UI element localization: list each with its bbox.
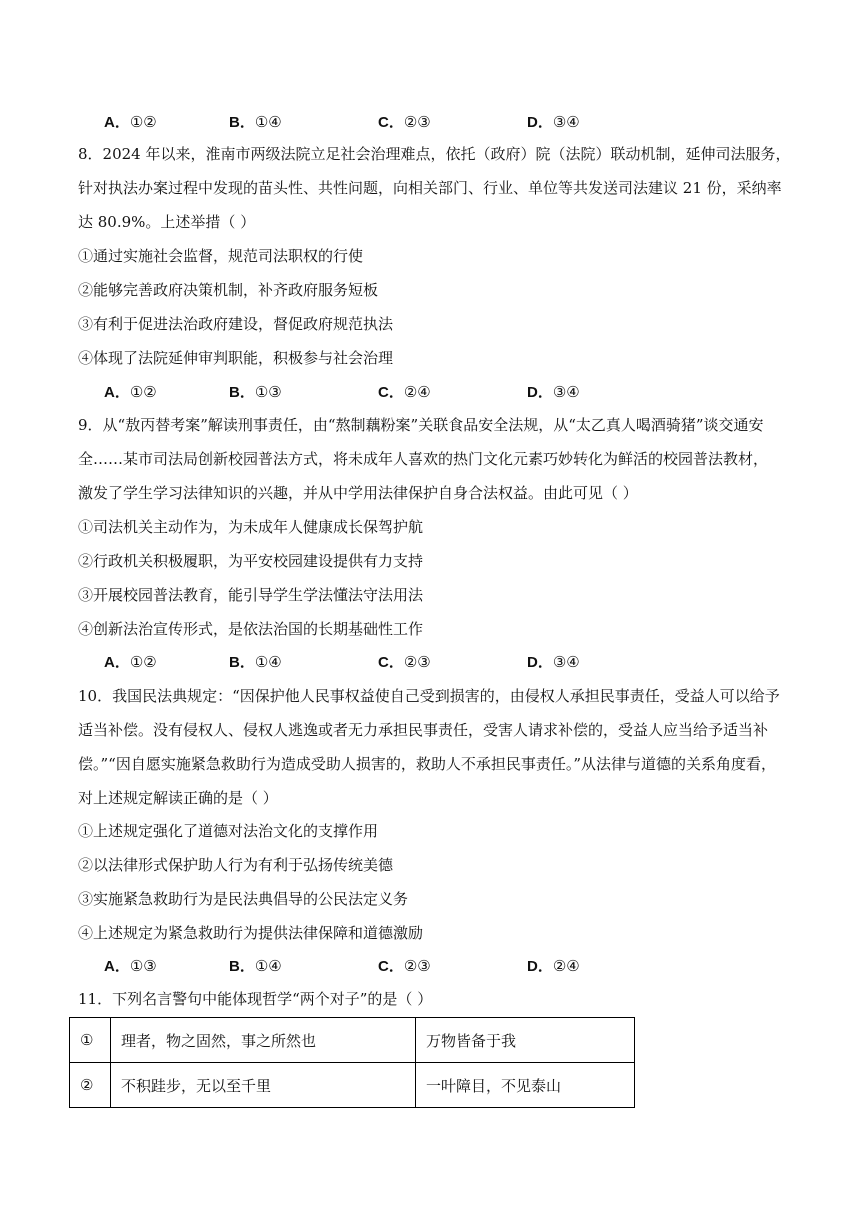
q7-option-d: D．③④ xyxy=(527,113,580,131)
q7-option-b: B．①④ xyxy=(229,113,282,131)
q11-row-1-left: 理者，物之固然，事之所然也 xyxy=(111,1018,416,1063)
table-row xyxy=(70,1063,635,1108)
q11-row-2-right: 一叶障目，不见泰山 xyxy=(416,1063,635,1108)
q10-stem-line-4: 对上述规定解读正确的是（ ） xyxy=(78,789,278,807)
q9-option-b: B．①④ xyxy=(229,653,282,671)
q9-stem-line-2: 全……某市司法局创新校园普法方式，将未成年人喜欢的热门文化元素巧妙转化为鲜活的校园普法教材， xyxy=(78,450,769,468)
q8-options xyxy=(104,381,784,403)
q10-option-c: C．②③ xyxy=(378,957,431,975)
q10-option-b: B．①④ xyxy=(229,957,282,975)
q9-statement-3: ③开展校园普法教育，能引导学生学法懂法守法用法 xyxy=(78,586,424,604)
q8-option-c: C．②④ xyxy=(378,383,431,401)
q9-option-a: A．①② xyxy=(104,653,157,671)
q10-statement-1: ①上述规定强化了道德对法治文化的支撑作用 xyxy=(78,822,379,840)
q10-option-d: D．②④ xyxy=(527,957,580,975)
q8-statement-3: ③有利于促进法治政府建设，督促政府规范执法 xyxy=(78,315,394,333)
q11-stem: 11．下列名言警句中能体现哲学“两个对子”的是（ ） xyxy=(78,990,433,1008)
q9-option-d: D．③④ xyxy=(527,653,580,671)
q8-option-d: D．③④ xyxy=(527,383,580,401)
q7-option-a: A．①② xyxy=(104,113,157,131)
q10-stem-line-1: 10．我国民法典规定：“因保护他人民事权益使自己受到损害的，由侵权人承担民事责任，受益人可以给予 xyxy=(78,687,780,705)
q10-stem-line-3: 偿。”“因自愿实施紧急救助行为造成受助人损害的，救助人不承担民事责任。”从法律与道德的关系角度看， xyxy=(78,755,777,773)
q11-row-1-number: ① xyxy=(70,1018,111,1063)
q8-stem-line-3: 达 80.9%。上述举措（ ） xyxy=(78,213,256,231)
q9-options xyxy=(104,651,784,673)
q11-row-1-right: 万物皆备于我 xyxy=(416,1018,635,1063)
q9-stem-line-3: 激发了学生学习法律知识的兴趣，并从中学用法律保护自身合法权益。由此可见（ ） xyxy=(78,484,638,502)
table-row xyxy=(70,1018,635,1063)
q10-statement-4: ④上述规定为紧急救助行为提供法律保障和道德激励 xyxy=(78,924,424,942)
q8-stem-line-1: 8．2024 年以来，淮南市两级法院立足社会治理难点，依托（政府）院（法院）联动机制，延伸司法服务， xyxy=(78,145,791,163)
q10-options xyxy=(104,955,784,977)
q8-option-b: B．①③ xyxy=(229,383,282,401)
q8-statement-1: ①通过实施社会监督，规范司法职权的行使 xyxy=(78,247,364,265)
q10-stem-line-2: 适当补偿。没有侵权人、侵权人逃逸或者无力承担民事责任，受害人请求补偿的，受益人应当给予适当补 xyxy=(78,721,769,739)
q9-statement-2: ②行政机关积极履职，为平安校园建设提供有力支持 xyxy=(78,552,424,570)
q10-option-a: A．①③ xyxy=(104,957,157,975)
q10-statement-3: ③实施紧急救助行为是民法典倡导的公民法定义务 xyxy=(78,890,409,908)
q9-stem-line-1: 9．从“敖丙替考案”解读刑事责任，由“熬制藕粉案”关联食品安全法规，从“太乙真人喝酒骑猪”谈交通安 xyxy=(78,416,764,434)
q8-statement-2: ②能够完善政府决策机制，补齐政府服务短板 xyxy=(78,281,379,299)
q7-options xyxy=(104,111,784,133)
q8-statement-4: ④体现了法院延伸审判职能，积极参与社会治理 xyxy=(78,349,394,367)
q11-table xyxy=(69,1017,635,1108)
q11-row-2-left: 不积跬步，无以至千里 xyxy=(111,1063,416,1108)
q11-row-2-number: ② xyxy=(70,1063,111,1108)
q8-stem-line-2: 针对执法办案过程中发现的苗头性、共性问题，向相关部门、行业、单位等共发送司法建议 21 份，采纳率 xyxy=(78,179,782,197)
q8-option-a: A．①② xyxy=(104,383,157,401)
q9-option-c: C．②③ xyxy=(378,653,431,671)
q9-statement-4: ④创新法治宣传形式，是依法治国的长期基础性工作 xyxy=(78,620,424,638)
q9-statement-1: ①司法机关主动作为，为未成年人健康成长保驾护航 xyxy=(78,518,424,536)
q10-statement-2: ②以法律形式保护助人行为有利于弘扬传统美德 xyxy=(78,856,394,874)
q7-option-c: C．②③ xyxy=(378,113,431,131)
